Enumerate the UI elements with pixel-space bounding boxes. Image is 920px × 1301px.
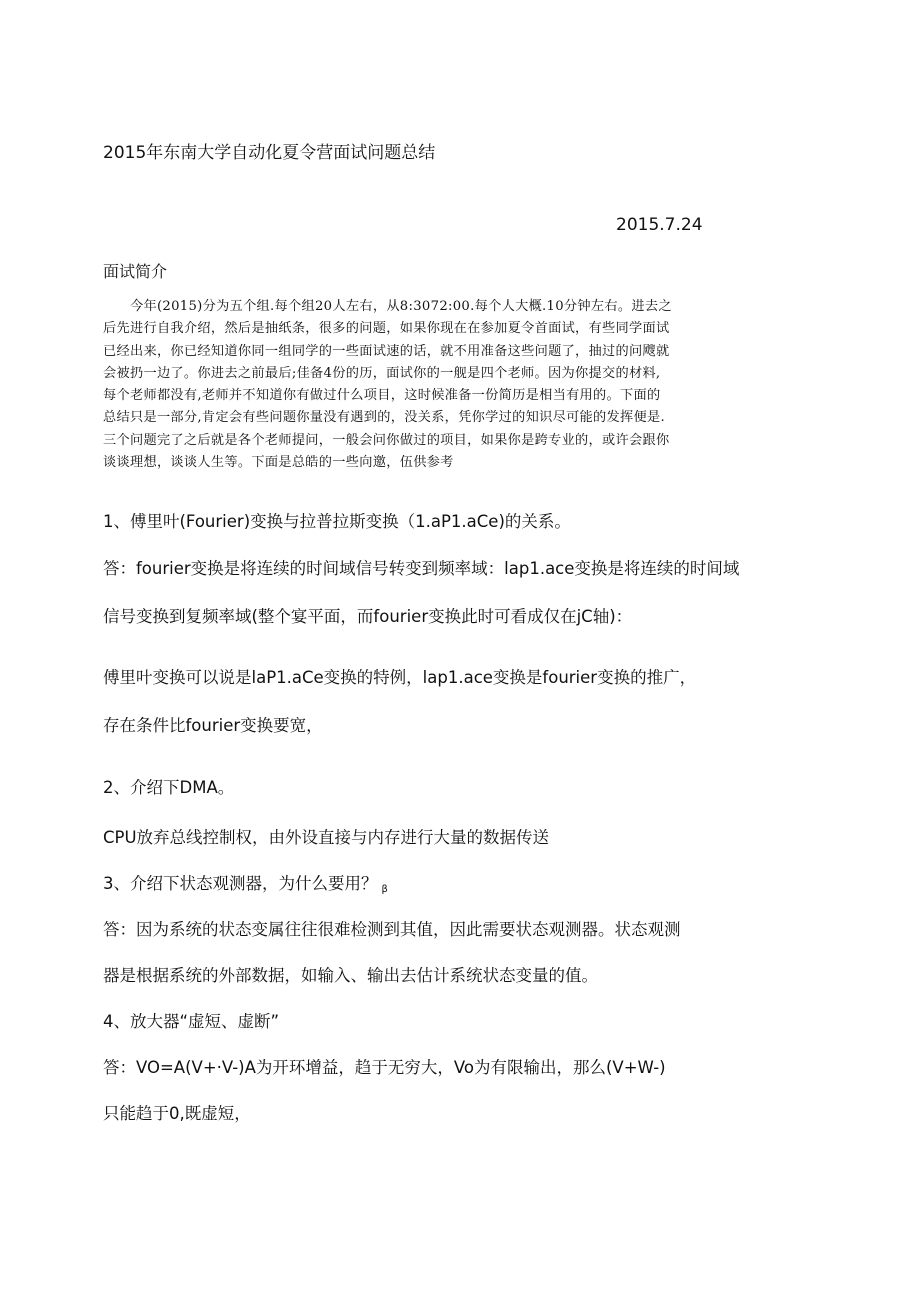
intro-line: 谈谈理想，谈谈人生等。下面是总皓的一些向邀，伍供参考 <box>103 455 454 471</box>
answer-3-line-2: 器是根据系统的外部数据，如输入、输出去估计系统状态变量的值。 <box>103 966 598 985</box>
question-2: 2、介绍下DMA。 <box>103 778 235 797</box>
answer-3-line-1: 答：因为系统的状态变属往往很难检测到其值，因此需要状态观测器。状态观测 <box>103 920 681 939</box>
intro-line: 三个问题完了之后就是各个老师提问，一般会问你做过的项目，如果你是跨专业的，或许会跟你 <box>103 432 670 448</box>
answer-4-line-1: 答：VO=A(V+·V-)A为开环增益，趋于无穷大，Vo为有限输出，那么(V+W-) <box>103 1058 666 1077</box>
question-3 <box>103 874 388 896</box>
intro-heading: 面试简介 <box>103 262 168 281</box>
intro-line: 已经出来，你已经知道你同一组同学的一些面试速的话，就不用准备这些问题了，抽过的问飕就 <box>103 343 670 359</box>
answer-1-line-4: 存在条件比fourier变换要宽， <box>103 716 323 735</box>
question-4: 4、放大器“虚短、虚断” <box>103 1012 280 1031</box>
intro-line: 总结只是一部分,肯定会有些问题你量没有遇到的，没关系，凭你学过的知识尽可能的发挥便是. <box>103 410 665 426</box>
document-title: 2015年东南大学自动化夏令营面试问题总结 <box>103 143 436 163</box>
question-3-mark: β <box>381 884 388 895</box>
answer-2: CPU放弃总线控制权，由外设直接与内存进行大量的数据传送 <box>103 828 550 847</box>
answer-1-line-3: 傅里叶变换可以说是laP1.aCe变换的特例，lap1.ace变换是fourier变换的推广， <box>103 668 697 687</box>
answer-1-line-2: 信号变换到复频率域(整个宴平面，而fourier变换此时可看成仅在jC轴)： <box>103 607 633 626</box>
question-1: 1、傅里叶(Fourier)变换与拉普拉斯变换（1.aP1.aCe)的关系。 <box>103 512 571 531</box>
intro-line: 每个老师都没有,老师并不知道你有做过什么项目，这时候准备一份简历是相当有用的。下面的 <box>103 388 661 404</box>
intro-line: 会被扔一边了。你进去之前最后;佳备4份的历，面试你的一舰是四个老师。因为你提交的材料, <box>103 365 661 381</box>
answer-4-line-2: 只能趋于0,既虚短， <box>103 1104 251 1123</box>
intro-paragraph <box>103 296 815 474</box>
intro-line: 今年(2015)分为五个组.每个组20人左右，从8:3072:00.每个人大概.10分钟左右。进去之 <box>103 299 672 314</box>
intro-line: 后先进行自我介绍，然后是抽纸条，很多的问题，如果你现在在参加夏令首面试，有些同学面试 <box>103 321 670 337</box>
document-date: 2015.7.24 <box>616 215 703 235</box>
question-3-text: 3、介绍下状态观测器，为什么要用？ <box>103 874 378 893</box>
answer-1-line-1: 答：fourier变换是将连续的时间域信号转变到频率域：lap1.ace变换是将连续的时间域 <box>103 559 740 578</box>
